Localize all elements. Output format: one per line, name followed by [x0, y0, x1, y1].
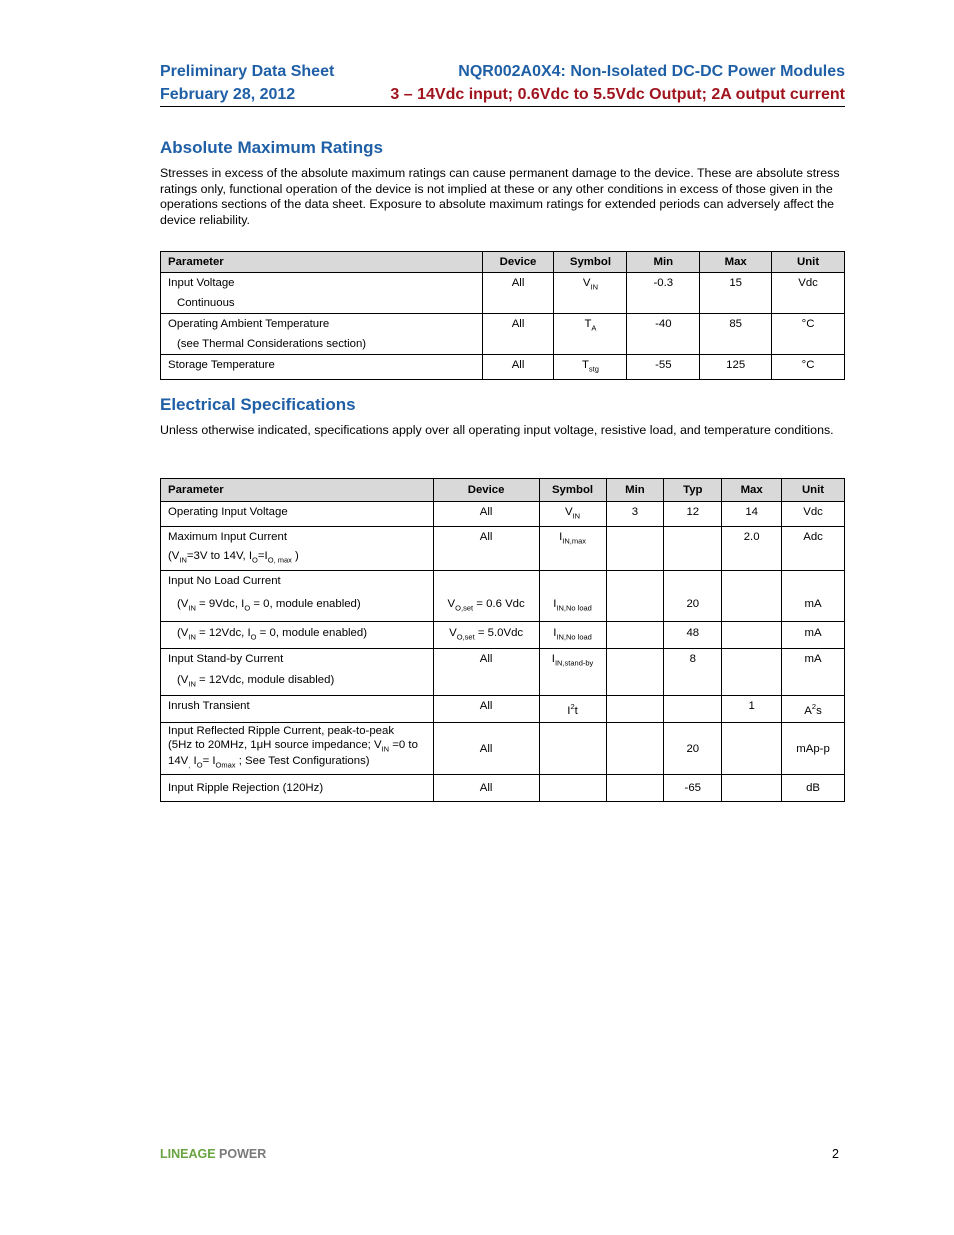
symbol-cell: $I^2t$	[539, 696, 606, 723]
es-table	[160, 478, 845, 802]
header-product-subtitle: 3 – 14Vdc input; 0.6Vdc to 5.5Vdc Output; 2A output current	[390, 86, 845, 103]
symbol-cell	[539, 723, 606, 775]
typ-cell: 20	[664, 570, 722, 621]
amr-col-max: Max	[700, 252, 772, 273]
symbol-cell: $I_{IN,No load}$	[539, 621, 606, 648]
header-product-title: NQR002A0X4: Non-Isolated DC-DC Power Modules	[458, 63, 845, 80]
unit-cell: mA	[782, 649, 845, 696]
param-label: Operating Ambient Temperature	[168, 318, 330, 330]
es-col-symbol: Symbol	[539, 479, 606, 502]
device-cell: All	[433, 649, 539, 696]
es-col-unit: Unit	[782, 479, 845, 502]
header-rule	[160, 106, 845, 107]
device-cell: All	[433, 502, 539, 527]
min-cell	[606, 723, 664, 775]
min-cell	[606, 570, 664, 621]
device-cell: All	[433, 775, 539, 802]
unit-cell: Vdc	[772, 273, 845, 314]
min-cell	[606, 775, 664, 802]
page-number: 2	[832, 1147, 839, 1161]
max-cell	[722, 775, 782, 802]
amr-param-cell	[161, 355, 483, 380]
table-row	[161, 696, 845, 723]
amr-title: Absolute Maximum Ratings	[160, 138, 383, 157]
device-cell: All	[433, 696, 539, 723]
table-row	[161, 621, 845, 648]
max-cell	[722, 570, 782, 621]
device-cell: $V_{O,set} = 0.6$ Vdc	[433, 570, 539, 621]
param-cell: Input Stand-by Current ($V_{IN} = 12Vdc$, module disabled)	[161, 649, 434, 696]
footer-brand-lineage: LINEAGE	[160, 1147, 216, 1161]
symbol-cell: $I_{IN,No load}$	[539, 570, 606, 621]
es-header-row	[161, 479, 845, 502]
typ-cell	[664, 527, 722, 570]
max-cell: 14	[722, 502, 782, 527]
param-cell: Input Ripple Rejection (120Hz)	[161, 775, 434, 802]
amr-param-cell	[161, 314, 483, 355]
unit-cell: $A^2s$	[782, 696, 845, 723]
device-cell: All	[482, 355, 554, 380]
amr-intro: Stresses in excess of the absolute maximum ratings can cause permanent damage to the device. These are absolute stress ratings only, functional operation of the device is not implied at these or any other conditions in excess of those given in the operations sections of the data sheet. Exposure to absolute maximum ratings for extended periods can adversely affect the device reliability.	[160, 166, 840, 227]
max-cell	[722, 649, 782, 696]
min-cell	[606, 621, 664, 648]
symbol-cell: $I_{IN,max}$	[539, 527, 606, 570]
amr-col-unit: Unit	[772, 252, 845, 273]
param-cell: Input Reflected Ripple Current, peak-to-peak (5Hz to 20MHz, 1μH source impedance; $V_{IN} =0$ to $14V_,$ $I_O= I_{Omax}$ ; See Test Configurations)	[161, 723, 434, 775]
max-cell: 1	[722, 696, 782, 723]
es-col-parameter: Parameter	[161, 479, 434, 502]
symbol-cell: $T_A$	[554, 314, 627, 355]
es-intro: Unless otherwise indicated, specifications apply over all operating input voltage, resistive load, and temperature conditions.	[160, 423, 834, 437]
param-cell: Input No Load Current ($V_{IN} = 9Vdc$, $I_O = 0$, module enabled)	[161, 570, 434, 621]
symbol-cell	[539, 775, 606, 802]
typ-cell: 12	[664, 502, 722, 527]
unit-cell: Adc	[782, 527, 845, 570]
unit-cell: °C	[772, 314, 845, 355]
header-doc-type: Preliminary Data Sheet	[160, 63, 335, 80]
device-cell: $V_{O,set} = 5.0Vdc$	[433, 621, 539, 648]
es-title: Electrical Specifications	[160, 395, 356, 414]
footer-brand	[160, 1147, 266, 1161]
amr-col-symbol: Symbol	[554, 252, 627, 273]
es-col-device: Device	[433, 479, 539, 502]
max-cell: 15	[700, 273, 772, 314]
unit-cell: dB	[782, 775, 845, 802]
typ-cell: 48	[664, 621, 722, 648]
table-row	[161, 502, 845, 527]
symbol-cell: $V_{IN}$	[554, 273, 627, 314]
device-cell: All	[433, 527, 539, 570]
unit-cell: mAp-p	[782, 723, 845, 775]
param-label: Input Voltage	[168, 277, 235, 289]
max-cell: 2.0	[722, 527, 782, 570]
param-condition: Continuous	[177, 297, 235, 309]
symbol-cell: $V_{IN}$	[539, 502, 606, 527]
device-cell: All	[482, 314, 554, 355]
max-cell	[722, 621, 782, 648]
symbol-cell: $I_{IN,stand-by}$	[539, 649, 606, 696]
param-cell: ($V_{IN} = 12Vdc$, $I_O = 0$, module enabled)	[161, 621, 434, 648]
device-cell: All	[433, 723, 539, 775]
es-col-max: Max	[722, 479, 782, 502]
table-row	[161, 775, 845, 802]
param-condition: (see Thermal Considerations section)	[177, 338, 367, 350]
min-cell: -55	[627, 355, 700, 380]
min-cell	[606, 696, 664, 723]
max-cell: 85	[700, 314, 772, 355]
amr-col-device: Device	[482, 252, 554, 273]
table-row	[161, 314, 845, 355]
max-cell: 125	[700, 355, 772, 380]
typ-cell: -65	[664, 775, 722, 802]
min-cell: 3	[606, 502, 664, 527]
param-cell: Maximum Input Current ($V_{IN}=3V$ to 14V, $I_O=I_{O, max}$ )	[161, 527, 434, 570]
table-row	[161, 355, 845, 380]
param-label: Storage Temperature	[168, 359, 275, 371]
unit-cell: mA	[782, 570, 845, 621]
es-col-min: Min	[606, 479, 664, 502]
param-cell: Inrush Transient	[161, 696, 434, 723]
param-cell: Operating Input Voltage	[161, 502, 434, 527]
symbol-cell: $T_{stg}$	[554, 355, 627, 380]
amr-param-cell	[161, 273, 483, 314]
min-cell	[606, 527, 664, 570]
unit-cell: °C	[772, 355, 845, 380]
amr-table	[160, 251, 845, 380]
footer-brand-power: POWER	[215, 1147, 267, 1161]
unit-cell: Vdc	[782, 502, 845, 527]
min-cell: -40	[627, 314, 700, 355]
typ-cell	[664, 696, 722, 723]
max-cell	[722, 723, 782, 775]
min-cell: -0.3	[627, 273, 700, 314]
device-cell: All	[482, 273, 554, 314]
amr-col-parameter: Parameter	[161, 252, 483, 273]
min-cell	[606, 649, 664, 696]
amr-col-min: Min	[627, 252, 700, 273]
typ-cell: 20	[664, 723, 722, 775]
table-row	[161, 527, 845, 570]
table-row	[161, 570, 845, 621]
table-row	[161, 723, 845, 775]
unit-cell: mA	[782, 621, 845, 648]
es-col-typ: Typ	[664, 479, 722, 502]
header-date: February 28, 2012	[160, 86, 296, 103]
amr-header-row	[161, 252, 845, 273]
typ-cell: 8	[664, 649, 722, 696]
table-row	[161, 649, 845, 696]
table-row	[161, 273, 845, 314]
